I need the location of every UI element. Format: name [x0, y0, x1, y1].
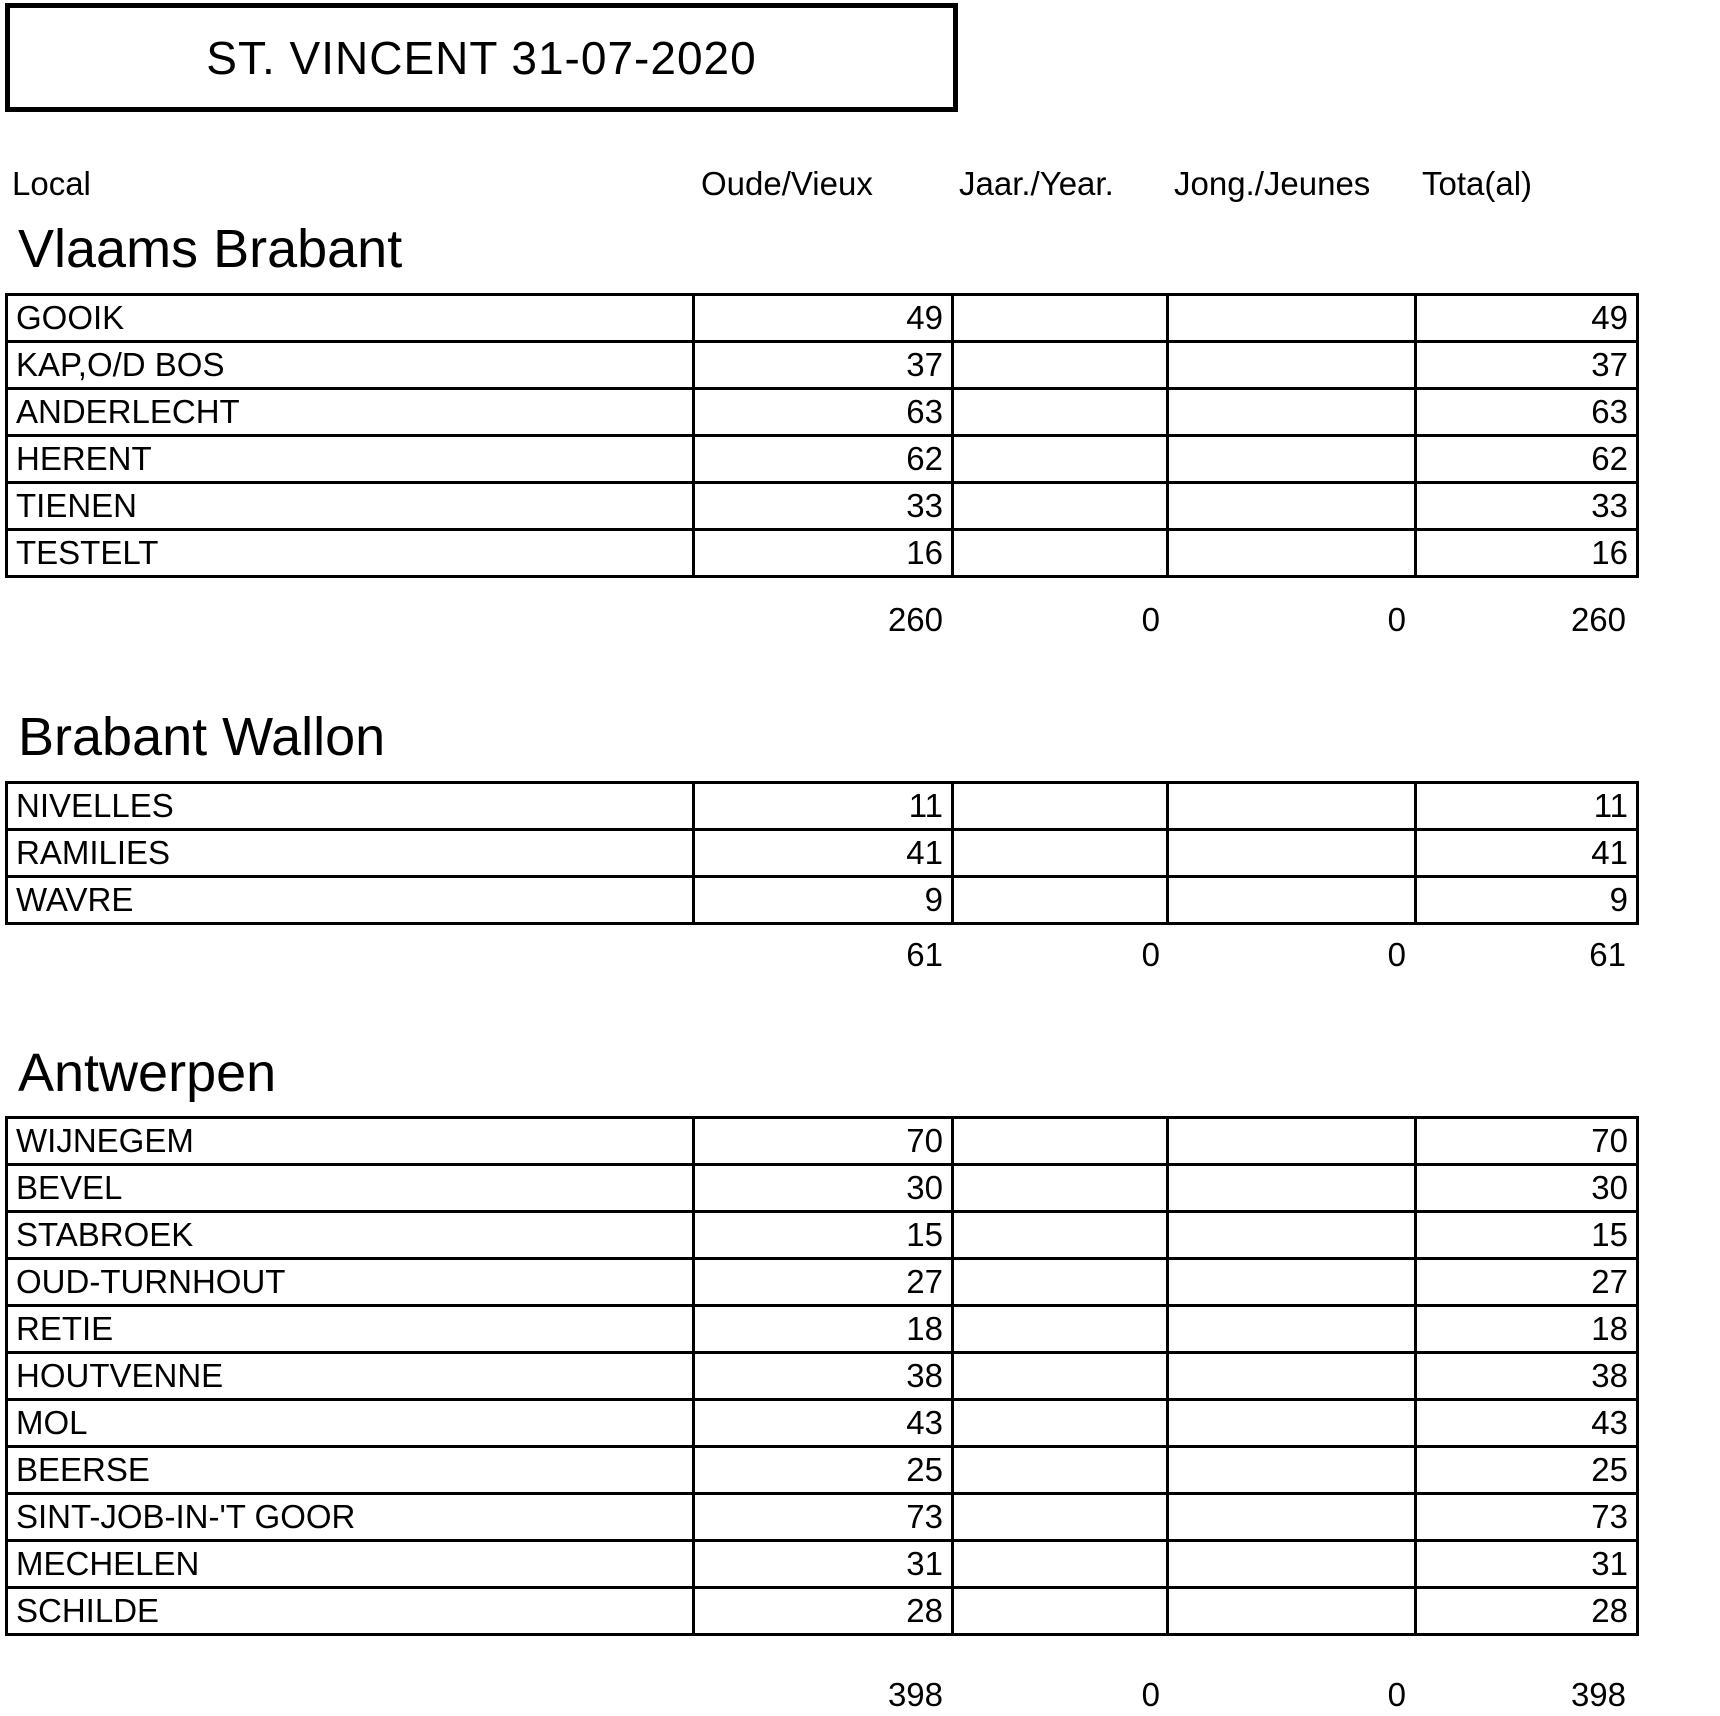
cell-total: 63: [1416, 389, 1638, 436]
table-row: [7, 342, 1638, 389]
cell-total: 30: [1416, 1165, 1638, 1212]
cell-local: WIJNEGEM: [7, 1118, 694, 1165]
cell-local: SCHILDE: [7, 1588, 694, 1635]
table-row: [7, 389, 1638, 436]
cell-old: 49: [694, 295, 953, 342]
report-title: ST. VINCENT 31-07-2020: [206, 31, 757, 84]
table-row: [7, 1212, 1638, 1259]
total-total: 260: [1570, 601, 1626, 638]
cell-young: [1168, 389, 1416, 436]
cell-local: BEERSE: [7, 1447, 694, 1494]
total-old: 398: [887, 1676, 943, 1713]
cell-total: 41: [1416, 830, 1638, 877]
table-row: [7, 1165, 1638, 1212]
table-row: [7, 1400, 1638, 1447]
cell-year: [953, 1306, 1168, 1353]
header-old: Oude/Vieux: [701, 165, 873, 202]
cell-old: 30: [694, 1165, 953, 1212]
cell-year: [953, 1447, 1168, 1494]
cell-year: [953, 1400, 1168, 1447]
header-year: Jaar./Year.: [959, 165, 1114, 202]
cell-local: NIVELLES: [7, 783, 694, 830]
cell-old: 33: [694, 483, 953, 530]
cell-old: 73: [694, 1494, 953, 1541]
section-totals: [0, 936, 1720, 976]
cell-total: 9: [1416, 877, 1638, 924]
section-totals: [0, 1676, 1720, 1716]
table-row: [7, 783, 1638, 830]
cell-local: GOOIK: [7, 295, 694, 342]
section-title: Brabant Wallon: [18, 707, 386, 767]
cell-year: [953, 877, 1168, 924]
cell-local: STABROEK: [7, 1212, 694, 1259]
cell-total: 33: [1416, 483, 1638, 530]
cell-local: MECHELEN: [7, 1541, 694, 1588]
cell-local: KAP,O/D BOS: [7, 342, 694, 389]
cell-local: MOL: [7, 1400, 694, 1447]
cell-young: [1168, 783, 1416, 830]
cell-local: HERENT: [7, 436, 694, 483]
cell-old: 70: [694, 1118, 953, 1165]
cell-young: [1168, 295, 1416, 342]
table-row: [7, 295, 1638, 342]
cell-old: 9: [694, 877, 953, 924]
total-old: 61: [906, 936, 943, 973]
cell-young: [1168, 1306, 1416, 1353]
cell-young: [1168, 1541, 1416, 1588]
cell-young: [1168, 1259, 1416, 1306]
cell-young: [1168, 830, 1416, 877]
cell-year: [953, 1212, 1168, 1259]
cell-total: 27: [1416, 1259, 1638, 1306]
table-row: [7, 1353, 1638, 1400]
cell-old: 28: [694, 1588, 953, 1635]
table-row: [7, 1118, 1638, 1165]
cell-young: [1168, 342, 1416, 389]
section-table: [5, 1116, 1639, 1636]
table-row: [7, 1541, 1638, 1588]
cell-old: 16: [694, 530, 953, 577]
cell-year: [953, 1353, 1168, 1400]
table-row: [7, 877, 1638, 924]
cell-old: 63: [694, 389, 953, 436]
cell-old: 27: [694, 1259, 953, 1306]
cell-old: 15: [694, 1212, 953, 1259]
cell-young: [1168, 1353, 1416, 1400]
cell-young: [1168, 1494, 1416, 1541]
cell-local: HOUTVENNE: [7, 1353, 694, 1400]
cell-local: SINT-JOB-IN-'T GOOR: [7, 1494, 694, 1541]
cell-total: 49: [1416, 295, 1638, 342]
table-row: [7, 530, 1638, 577]
cell-local: BEVEL: [7, 1165, 694, 1212]
cell-year: [953, 530, 1168, 577]
report-title-box: [5, 3, 958, 112]
cell-local: TIENEN: [7, 483, 694, 530]
cell-year: [953, 1541, 1168, 1588]
table-row: [7, 436, 1638, 483]
table-row: [7, 1259, 1638, 1306]
cell-old: 25: [694, 1447, 953, 1494]
total-year: 0: [1141, 1676, 1160, 1713]
cell-old: 18: [694, 1306, 953, 1353]
cell-year: [953, 1494, 1168, 1541]
total-old: 260: [887, 601, 943, 638]
table-row: [7, 1588, 1638, 1635]
cell-local: OUD-TURNHOUT: [7, 1259, 694, 1306]
cell-young: [1168, 1588, 1416, 1635]
section-table: [5, 781, 1639, 925]
cell-total: 37: [1416, 342, 1638, 389]
cell-year: [953, 436, 1168, 483]
table-row: [7, 483, 1638, 530]
cell-total: 31: [1416, 1541, 1638, 1588]
cell-total: 25: [1416, 1447, 1638, 1494]
total-year: 0: [1141, 601, 1160, 638]
cell-total: 28: [1416, 1588, 1638, 1635]
total-year: 0: [1141, 936, 1160, 973]
cell-total: 43: [1416, 1400, 1638, 1447]
cell-young: [1168, 877, 1416, 924]
total-young: 0: [1387, 1676, 1406, 1713]
cell-local: RETIE: [7, 1306, 694, 1353]
cell-total: 70: [1416, 1118, 1638, 1165]
cell-old: 62: [694, 436, 953, 483]
cell-year: [953, 1118, 1168, 1165]
cell-local: TESTELT: [7, 530, 694, 577]
header-local: Local: [12, 165, 91, 202]
cell-total: 62: [1416, 436, 1638, 483]
cell-total: 11: [1416, 783, 1638, 830]
cell-year: [953, 295, 1168, 342]
cell-total: 73: [1416, 1494, 1638, 1541]
table-row: [7, 1306, 1638, 1353]
cell-year: [953, 389, 1168, 436]
cell-total: 18: [1416, 1306, 1638, 1353]
cell-local: RAMILIES: [7, 830, 694, 877]
table-row: [7, 1494, 1638, 1541]
cell-young: [1168, 1212, 1416, 1259]
cell-year: [953, 1588, 1168, 1635]
cell-local: ANDERLECHT: [7, 389, 694, 436]
cell-old: 43: [694, 1400, 953, 1447]
cell-year: [953, 783, 1168, 830]
cell-young: [1168, 530, 1416, 577]
section-title: Vlaams Brabant: [18, 219, 403, 279]
cell-year: [953, 830, 1168, 877]
total-total: 398: [1570, 1676, 1626, 1713]
cell-old: 11: [694, 783, 953, 830]
cell-total: 15: [1416, 1212, 1638, 1259]
cell-year: [953, 1259, 1168, 1306]
table-row: [7, 1447, 1638, 1494]
cell-young: [1168, 1165, 1416, 1212]
header-total: Tota(al): [1422, 165, 1533, 202]
cell-young: [1168, 1400, 1416, 1447]
cell-old: 31: [694, 1541, 953, 1588]
cell-year: [953, 1165, 1168, 1212]
cell-total: 16: [1416, 530, 1638, 577]
total-total: 61: [1589, 936, 1626, 973]
cell-local: WAVRE: [7, 877, 694, 924]
cell-young: [1168, 1118, 1416, 1165]
total-young: 0: [1387, 936, 1406, 973]
cell-old: 41: [694, 830, 953, 877]
table-row: [7, 830, 1638, 877]
section-table: [5, 293, 1639, 578]
cell-young: [1168, 483, 1416, 530]
section-title: Antwerpen: [18, 1043, 277, 1103]
total-young: 0: [1387, 601, 1406, 638]
cell-young: [1168, 1447, 1416, 1494]
header-young: Jong./Jeunes: [1174, 165, 1371, 202]
section-totals: [0, 601, 1720, 641]
cell-year: [953, 483, 1168, 530]
cell-young: [1168, 436, 1416, 483]
cell-old: 37: [694, 342, 953, 389]
cell-old: 38: [694, 1353, 953, 1400]
cell-total: 38: [1416, 1353, 1638, 1400]
cell-year: [953, 342, 1168, 389]
